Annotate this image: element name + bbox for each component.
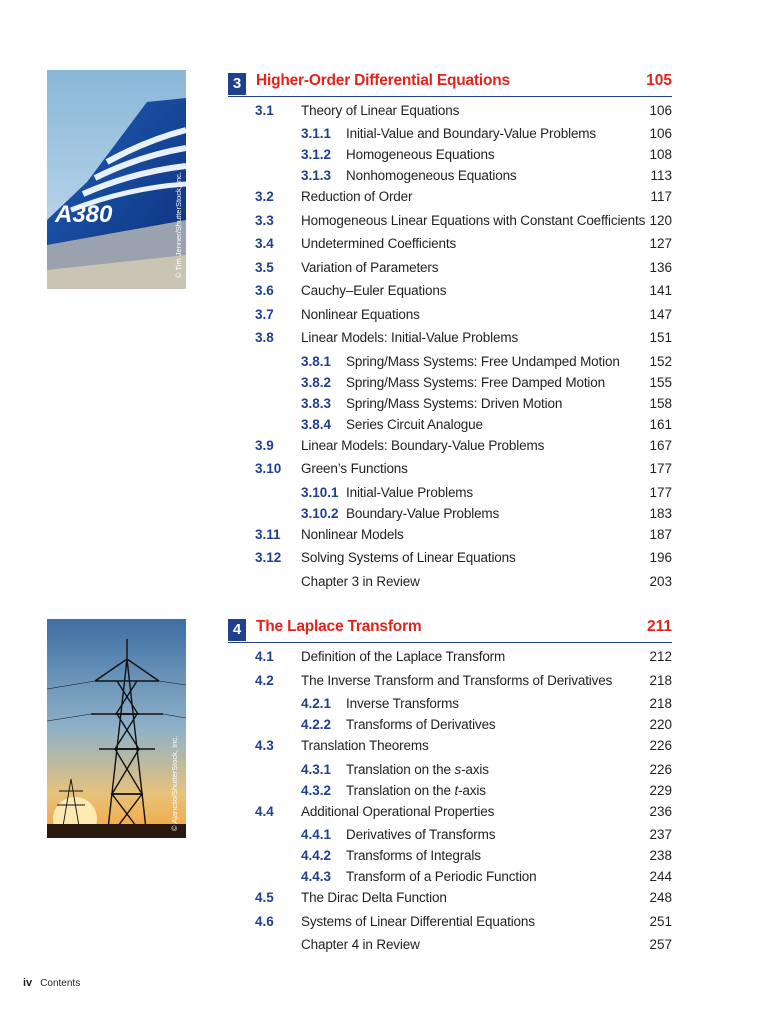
entry-page: 127 bbox=[649, 236, 672, 251]
toc-entry[interactable] bbox=[228, 826, 672, 844]
entry-title: Undetermined Coefficients bbox=[301, 236, 457, 251]
entry-page: 226 bbox=[649, 738, 672, 753]
entry-title: Solving Systems of Linear Equations bbox=[301, 550, 516, 565]
entry-page: 177 bbox=[649, 485, 672, 500]
toc-entry[interactable] bbox=[228, 353, 672, 371]
entry-title: Nonlinear Models bbox=[301, 527, 404, 542]
chapter-number-badge: 3 bbox=[228, 73, 246, 95]
entry-title: Chapter 4 in Review bbox=[301, 937, 420, 952]
entry-page: 218 bbox=[649, 673, 672, 688]
entry-number: 3.1 bbox=[255, 103, 274, 118]
entry-page: 113 bbox=[650, 168, 672, 183]
chapter-3-photo bbox=[47, 70, 186, 289]
chapter-page: 105 bbox=[646, 72, 672, 89]
entry-page: 183 bbox=[649, 506, 672, 521]
chapter-page: 211 bbox=[646, 618, 672, 635]
entry-title: Series Circuit Analogue bbox=[346, 417, 483, 432]
entry-title: Variation of Parameters bbox=[301, 260, 439, 275]
entry-number: 3.8.2 bbox=[301, 375, 332, 390]
entry-number: 3.5 bbox=[255, 260, 274, 275]
photo-credit-ch3: © Tim Jenner/ShutterStock, Inc. bbox=[174, 172, 183, 278]
entry-title: Transforms of Integrals bbox=[346, 848, 481, 863]
entry-title: Transform of a Periodic Function bbox=[346, 869, 537, 884]
toc-entry[interactable] bbox=[228, 761, 672, 779]
entry-title: Initial-Value Problems bbox=[346, 485, 474, 500]
chapter-title[interactable]: The Laplace Transform bbox=[256, 618, 422, 635]
entry-number: 4.2 bbox=[255, 673, 274, 688]
entry-number: 3.2 bbox=[255, 189, 274, 204]
toc-entry[interactable] bbox=[228, 374, 672, 392]
toc-entry[interactable] bbox=[228, 913, 672, 931]
entry-page: 196 bbox=[649, 550, 672, 565]
entry-number: 4.4 bbox=[255, 804, 274, 819]
page-footer bbox=[23, 977, 80, 989]
entry-title: The Dirac Delta Function bbox=[301, 890, 447, 905]
entry-title: Chapter 3 in Review bbox=[301, 574, 420, 589]
entry-number: 3.7 bbox=[255, 307, 274, 322]
toc-entry[interactable] bbox=[228, 188, 672, 206]
entry-page: 155 bbox=[649, 375, 672, 390]
entry-page: 136 bbox=[649, 260, 672, 275]
entry-number: 4.5 bbox=[255, 890, 274, 905]
entry-title: Translation on the s-axis bbox=[346, 762, 489, 777]
entry-number: 3.10 bbox=[255, 461, 282, 476]
chapter-title[interactable]: Higher-Order Differential Equations bbox=[256, 72, 510, 89]
toc-entry[interactable] bbox=[228, 437, 672, 455]
entry-page: 226 bbox=[649, 762, 672, 777]
entry-number: 4.1 bbox=[255, 649, 274, 664]
entry-number: 4.4.1 bbox=[301, 827, 332, 842]
entry-title: Theory of Linear Equations bbox=[301, 103, 460, 118]
toc-entry[interactable] bbox=[228, 460, 672, 478]
entry-number: 4.3.1 bbox=[301, 762, 332, 777]
toc-entry[interactable] bbox=[228, 847, 672, 865]
chapter-4-section bbox=[228, 615, 672, 952]
footer-label: Contents bbox=[40, 978, 81, 989]
toc-entry[interactable] bbox=[228, 868, 672, 886]
entry-title: The Inverse Transform and Transforms of Derivatives bbox=[301, 673, 613, 688]
toc-entry[interactable] bbox=[228, 803, 672, 821]
toc-entry[interactable] bbox=[228, 102, 672, 120]
entry-page: 161 bbox=[649, 417, 672, 432]
toc-entry[interactable] bbox=[228, 259, 672, 277]
entry-page: 167 bbox=[649, 438, 672, 453]
entry-number: 4.3 bbox=[255, 738, 274, 753]
toc-entry[interactable] bbox=[228, 125, 672, 143]
entry-page: 147 bbox=[649, 307, 672, 322]
entry-number: 3.8.1 bbox=[301, 354, 332, 369]
entry-title: Additional Operational Properties bbox=[301, 804, 495, 819]
entry-page: 187 bbox=[649, 527, 672, 542]
entry-page: 106 bbox=[649, 103, 672, 118]
entry-title: Boundary-Value Problems bbox=[346, 506, 500, 521]
entry-page: 238 bbox=[649, 848, 672, 863]
entry-page: 141 bbox=[649, 283, 672, 298]
toc-entry[interactable] bbox=[228, 235, 672, 253]
entry-title: Spring/Mass Systems: Free Undamped Motion bbox=[346, 354, 620, 369]
entry-title: Spring/Mass Systems: Driven Motion bbox=[346, 396, 563, 411]
entry-page: 251 bbox=[649, 914, 672, 929]
entry-title: Nonhomogeneous Equations bbox=[346, 168, 517, 183]
toc-entry[interactable] bbox=[228, 416, 672, 434]
a380-tail-text: A380 bbox=[55, 201, 113, 228]
toc-entry[interactable] bbox=[228, 395, 672, 413]
toc-entry[interactable] bbox=[228, 212, 672, 230]
chapter-header bbox=[228, 615, 672, 643]
entry-page: 117 bbox=[650, 189, 672, 204]
toc-entry[interactable] bbox=[228, 329, 672, 347]
entry-title: Green’s Functions bbox=[301, 461, 408, 476]
entry-title: Initial-Value and Boundary-Value Problems bbox=[346, 126, 596, 141]
chapter-header bbox=[228, 69, 672, 97]
toc-entry[interactable] bbox=[228, 306, 672, 324]
entry-title: Derivatives of Transforms bbox=[346, 827, 496, 842]
entry-page: 158 bbox=[649, 396, 672, 411]
toc-entry[interactable] bbox=[228, 505, 672, 523]
entry-title: Systems of Linear Differential Equations bbox=[301, 914, 535, 929]
entry-page: 229 bbox=[649, 783, 672, 798]
entry-title: Cauchy–Euler Equations bbox=[301, 283, 447, 298]
entry-page: 220 bbox=[649, 717, 672, 732]
entry-number: 3.8 bbox=[255, 330, 274, 345]
photo-credit-ch4: © Ajancso/ShutterStock, Inc. bbox=[170, 735, 179, 831]
toc-entry[interactable] bbox=[228, 737, 672, 755]
toc-entry[interactable] bbox=[228, 573, 672, 591]
entry-number: 4.6 bbox=[255, 914, 274, 929]
toc-entry[interactable] bbox=[228, 146, 672, 164]
entry-number: 3.6 bbox=[255, 283, 274, 298]
entry-number: 3.8.4 bbox=[301, 417, 332, 432]
toc-entry[interactable] bbox=[228, 648, 672, 666]
toc-entry[interactable] bbox=[228, 549, 672, 567]
toc-entry[interactable] bbox=[228, 672, 672, 690]
entry-title: Homogeneous Equations bbox=[346, 147, 495, 162]
entry-page: 177 bbox=[649, 461, 672, 476]
entry-number: 3.1.2 bbox=[301, 147, 332, 162]
entry-number: 3.11 bbox=[255, 527, 281, 542]
entry-page: 236 bbox=[649, 804, 672, 819]
entry-page: 212 bbox=[649, 649, 672, 664]
entry-number: 3.10.2 bbox=[301, 506, 339, 521]
entry-number: 4.2.2 bbox=[301, 717, 332, 732]
entry-title: Homogeneous Linear Equations with Constant Coefficients bbox=[301, 213, 646, 228]
entry-title: Definition of the Laplace Transform bbox=[301, 649, 506, 664]
chapter-3-section bbox=[228, 69, 672, 589]
entry-number: 3.1.3 bbox=[301, 168, 332, 183]
toc-entry[interactable] bbox=[228, 526, 672, 544]
entry-title: Reduction of Order bbox=[301, 189, 413, 204]
entry-number: 3.1.1 bbox=[301, 126, 332, 141]
entry-page: 120 bbox=[649, 213, 672, 228]
entry-number: 3.12 bbox=[255, 550, 282, 565]
toc-entry[interactable] bbox=[228, 936, 672, 954]
entry-number: 3.4 bbox=[255, 236, 274, 251]
entry-number: 4.4.3 bbox=[301, 869, 332, 884]
entry-title: Translation Theorems bbox=[301, 738, 429, 753]
entry-number: 3.10.1 bbox=[301, 485, 339, 500]
entry-number: 3.9 bbox=[255, 438, 274, 453]
entry-title: Nonlinear Equations bbox=[301, 307, 420, 322]
entry-page: 152 bbox=[649, 354, 672, 369]
toc-entry[interactable] bbox=[228, 716, 672, 734]
entry-page: 248 bbox=[649, 890, 672, 905]
entry-title: Translation on the t-axis bbox=[346, 783, 486, 798]
entry-page: 106 bbox=[649, 126, 672, 141]
entry-title: Linear Models: Initial-Value Problems bbox=[301, 330, 519, 345]
entry-page: 151 bbox=[649, 330, 672, 345]
toc-entry[interactable] bbox=[228, 167, 672, 185]
toc-entry[interactable] bbox=[228, 484, 672, 502]
entry-number: 3.8.3 bbox=[301, 396, 332, 411]
entry-page: 257 bbox=[649, 937, 672, 952]
entry-page: 237 bbox=[649, 827, 672, 842]
toc-entry[interactable] bbox=[228, 695, 672, 713]
entry-number: 3.3 bbox=[255, 213, 274, 228]
chapter-number-badge: 4 bbox=[228, 619, 246, 641]
toc-entry[interactable] bbox=[228, 889, 672, 907]
entry-title: Spring/Mass Systems: Free Damped Motion bbox=[346, 375, 605, 390]
chapter-4-photo bbox=[47, 619, 186, 838]
entry-title: Transforms of Derivatives bbox=[346, 717, 496, 732]
entry-number: 4.4.2 bbox=[301, 848, 332, 863]
entry-number: 4.3.2 bbox=[301, 783, 332, 798]
footer-page-number: iv bbox=[23, 977, 33, 989]
toc-entry[interactable] bbox=[228, 282, 672, 300]
entry-page: 218 bbox=[649, 696, 672, 711]
entry-page: 244 bbox=[649, 869, 672, 884]
entry-page: 108 bbox=[649, 147, 672, 162]
entry-number: 4.2.1 bbox=[301, 696, 332, 711]
toc-entry[interactable] bbox=[228, 782, 672, 800]
entry-page: 203 bbox=[649, 574, 672, 589]
entry-title: Linear Models: Boundary-Value Problems bbox=[301, 438, 545, 453]
entry-title: Inverse Transforms bbox=[346, 696, 459, 711]
